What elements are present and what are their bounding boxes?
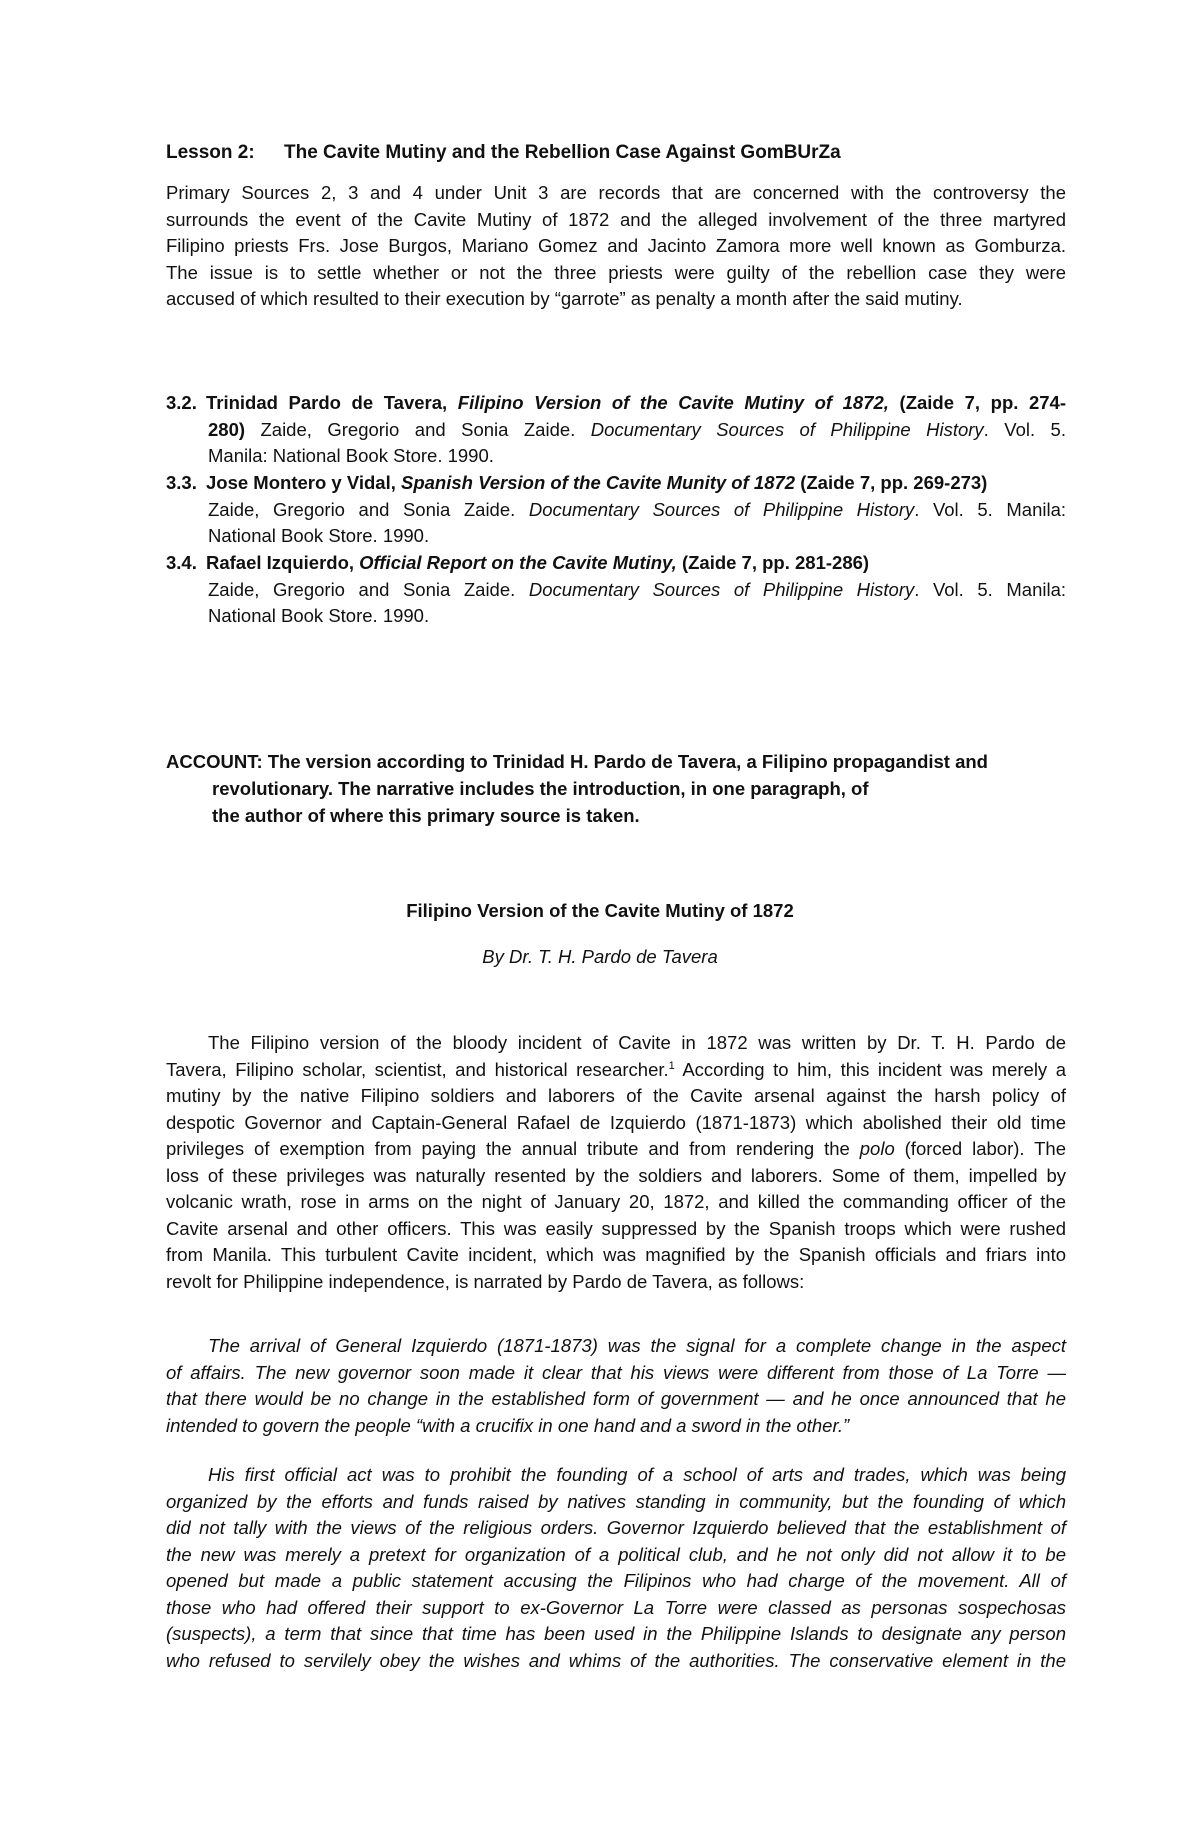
source-ref-title: Documentary Sources of Philippine History [528, 578, 915, 600]
source-author: Rafael Izquierdo, [206, 552, 355, 573]
lesson-label: Lesson 2: [166, 142, 255, 163]
source-ref-suffix: . Vol. 5. Manila: [914, 578, 1067, 600]
narrative-text: Tavera, Filipino scholar, scientist, and historical researcher. [166, 1058, 669, 1080]
source-ref-suffix: . Vol. 5. Manila: [914, 498, 1067, 520]
chapter-title: Filipino Version of the Cavite Mutiny of 1872 [406, 900, 794, 921]
narrative-line [166, 1136, 1066, 1163]
narrative-text: According to him, this incident was merely a [674, 1058, 1067, 1080]
quote-line: those who had offered their support to ex-Governor La Torre were classed as personas sospechosas [166, 1596, 1066, 1618]
quote-line: the new was merely a pretext for organization of a political club, and he not only did not allow it to be [166, 1543, 1066, 1565]
narrative-line [166, 1057, 1066, 1084]
narrative-line: revolt for Philippine independence, is narrated by Pardo de Tavera, as follows: [166, 1270, 805, 1292]
source-item-3-4 [166, 550, 1066, 630]
source-reference [166, 497, 1066, 524]
source-ref-prefix: Zaide, Gregorio and Sonia Zaide. [208, 578, 516, 600]
intro-line: Filipino priests Frs. Jose Burgos, Mariano Gomez and Jacinto Zamora more well known as Gomburza. [166, 235, 1066, 256]
account-line: ACCOUNT: The version according to Trinidad H. Pardo de Tavera, a Filipino propagandist and [166, 751, 988, 772]
narrative-paragraph [166, 1030, 1066, 1295]
quote-line: who refused to servilely obey the wishes and whims of the authorities. The conservative element in the [166, 1649, 1066, 1671]
lesson-title: The Cavite Mutiny and the Rebellion Case Against GomBUrZa [284, 142, 841, 163]
source-work: Official Report on the Cavite Mutiny, [359, 552, 677, 573]
narrative-line: The Filipino version of the bloody incident of Cavite in 1872 was written by Dr. T. H. Pardo de [208, 1032, 1066, 1053]
source-work: Spanish Version of the Cavite Munity of 1872 [401, 472, 796, 493]
source-ref-prefix: Zaide, Gregorio and Sonia Zaide. [208, 498, 516, 520]
quote-line: opened but made a public statement accusing the Filipinos who had charge of the movement. All of [166, 1570, 1066, 1591]
lesson-heading [166, 142, 1066, 164]
chapter-byline: By Dr. T. H. Pardo de Tavera [482, 946, 718, 967]
source-pages-cont: 280) [208, 418, 246, 440]
narrative-text: (forced labor). The [894, 1138, 1067, 1159]
source-pages: (Zaide 7, pp. 274- [899, 392, 1066, 413]
source-ref-suffix: . Vol. 5. [983, 418, 1066, 440]
source-work: Filipino Version of the Cavite Mutiny of 1872, [457, 392, 889, 413]
source-author: Trinidad Pardo de Tavera, [206, 392, 448, 413]
quote-paragraph-1 [166, 1333, 1066, 1439]
narrative-line: from Manila. This turbulent Cavite incident, which was magnified by the Spanish officials and friars into [166, 1244, 1066, 1265]
source-item-3-2 [166, 390, 1066, 470]
quote-line: of affairs. The new governor soon made it clear that his views were different from those of La Torre — [166, 1361, 1066, 1383]
narrative-term-polo: polo [859, 1138, 895, 1159]
narrative-line: volcanic wrath, rose in arms on the night of January 20, 1872, and killed the commanding officer of the [166, 1191, 1066, 1212]
intro-line: accused of which resulted to their execution by “garrote” as penalty a month after the said mutiny. [166, 288, 963, 309]
source-pages: (Zaide 7, pp. 281-286) [681, 552, 870, 573]
source-number: 3.2. [166, 392, 197, 413]
account-line: the author of where this primary source is taken. [212, 805, 640, 826]
source-reference [166, 417, 1066, 444]
intro-line: Primary Sources 2, 3 and 4 under Unit 3 are records that are concerned with the controversy the [166, 182, 1066, 203]
source-ref-prefix: Zaide, Gregorio and Sonia Zaide. [260, 418, 576, 440]
source-author: Jose Montero y Vidal, [206, 472, 396, 493]
source-heading [166, 470, 1066, 497]
footnote-marker[interactable]: 1 [668, 1059, 675, 1072]
narrative-line: despotic Governor and Captain-General Rafael de Izquierdo (1871-1873) which abolished their old time [166, 1111, 1066, 1133]
source-reference [166, 577, 1066, 604]
intro-paragraph [166, 180, 1066, 313]
quote-line: that there would be no change in the established form of government — and he once announced that he [166, 1388, 1066, 1409]
source-ref-title: Documentary Sources of Philippine History [528, 498, 915, 520]
narrative-line: mutiny by the native Filipino soldiers and laborers of the Cavite arsenal against the harsh policy of [166, 1085, 1066, 1106]
source-item-3-3 [166, 470, 1066, 550]
source-number: 3.4. [166, 552, 197, 573]
quote-line: intended to govern the people “with a crucifix in one hand and a sword in the other.” [166, 1414, 850, 1436]
quote-line: organized by the efforts and funds raised by natives standing in community, but the founding of which [166, 1490, 1066, 1512]
source-ref-line2: National Book Store. 1990. [208, 525, 430, 546]
account-line: revolutionary. The narrative includes the introduction, in one paragraph, of [212, 778, 869, 799]
source-pages: (Zaide 7, pp. 269-273) [800, 472, 988, 493]
account-note [166, 748, 1066, 829]
intro-line: surrounds the event of the Cavite Mutiny of 1872 and the alleged involvement of the three martyred [166, 208, 1066, 230]
source-ref-line2: Manila: National Book Store. 1990. [208, 445, 494, 466]
source-heading [166, 390, 1066, 417]
quote-line: His first official act was to prohibit the founding of a school of arts and trades, which was being [208, 1464, 1066, 1485]
source-heading [166, 550, 1066, 577]
narrative-line: loss of these privileges was naturally resented by the soldiers and laborers. Some of them, impelled by [166, 1164, 1066, 1186]
quote-line: The arrival of General Izquierdo (1871-1873) was the signal for a complete change in the aspect [208, 1335, 1066, 1356]
intro-line: The issue is to settle whether or not the three priests were guilty of the rebellion case they were [166, 261, 1066, 283]
quote-paragraph-2 [166, 1462, 1066, 1674]
narrative-text: privileges of exemption from paying the annual tribute and from rendering the [166, 1138, 860, 1159]
quote-line: (suspects), a term that since that time has been used in the Philippine Islands to designate any person [166, 1623, 1066, 1644]
source-ref-title: Documentary Sources of Philippine History [590, 418, 984, 440]
quote-line: did not tally with the views of the religious orders. Governor Izquierdo believed that the establishment of [166, 1517, 1066, 1538]
narrative-line: Cavite arsenal and other officers. This was easily suppressed by the Spanish troops which were rushed [166, 1217, 1066, 1239]
source-ref-line2: National Book Store. 1990. [208, 605, 430, 626]
source-number: 3.3. [166, 472, 197, 493]
